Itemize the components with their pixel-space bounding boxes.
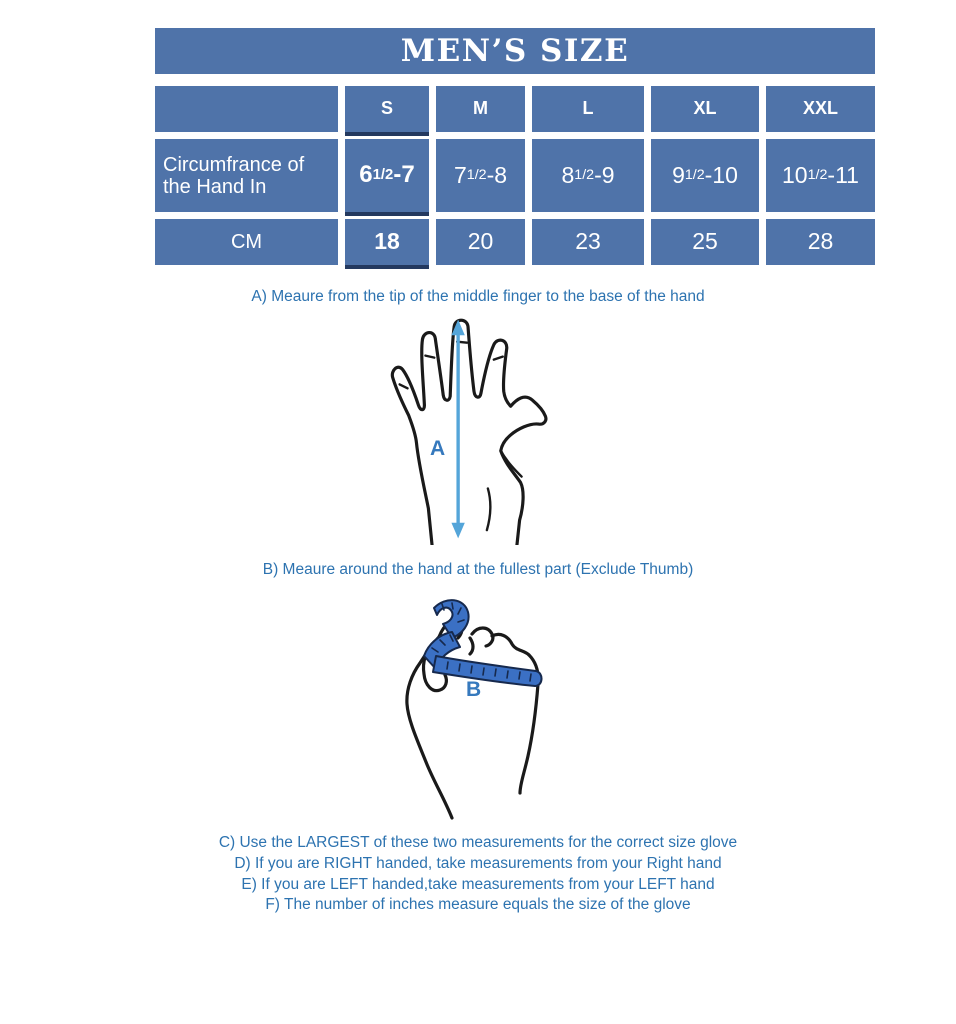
cm-m: 20: [436, 219, 525, 265]
fist-with-tape-icon: [398, 592, 573, 832]
header-cell-l: L: [532, 86, 644, 132]
instruction-d: D) If you are RIGHT handed, take measurements from your Right hand: [234, 854, 722, 872]
open-hand-icon: [372, 312, 572, 545]
cm-l: 23: [532, 219, 644, 265]
header-cell-empty: [155, 86, 338, 132]
instructions-cdef: [0, 833, 956, 916]
hand-arrow-label: A: [430, 437, 446, 460]
table-title: MEN’S SIZE: [155, 28, 875, 74]
size-grid: [155, 86, 875, 265]
row-label-cm: CM: [155, 219, 338, 265]
mens-size-table: [155, 28, 875, 265]
cm-s: 18: [345, 219, 429, 265]
instruction-e: E) If you are LEFT handed,take measurements from your LEFT hand: [241, 875, 715, 893]
header-cell-xl: XL: [651, 86, 759, 132]
circumference-xxl: 10 1/2 -11: [766, 139, 875, 212]
row-label-circumference: Circumfrance of the Hand In: [155, 139, 338, 212]
instruction-c: C) Use the LARGEST of these two measurements for the correct size glove: [218, 834, 738, 851]
instruction-f: F) The number of inches measure equals the size of the glove: [265, 896, 691, 914]
circumference-s: 6 1/2 -7: [345, 139, 429, 212]
instruction-b: B) Meaure around the hand at the fullest part (Exclude Thumb): [262, 561, 694, 578]
instruction-a: A) Meaure from the tip of the middle finger to the base of the hand: [251, 288, 705, 305]
header-cell-xxl: XXL: [766, 86, 875, 132]
circumference-l: 8 1/2 -9: [532, 139, 644, 212]
header-cell-m: M: [436, 86, 525, 132]
cm-xl: 25: [651, 219, 759, 265]
circumference-xl: 9 1/2 -10: [651, 139, 759, 212]
header-cell-s: S: [345, 86, 429, 132]
hand-measure-illustration: [372, 312, 572, 545]
circumference-m: 7 1/2 -8: [436, 139, 525, 212]
fist-measure-illustration: [398, 592, 573, 832]
fist-tape-label: B: [466, 678, 482, 701]
cm-xxl: 28: [766, 219, 875, 265]
